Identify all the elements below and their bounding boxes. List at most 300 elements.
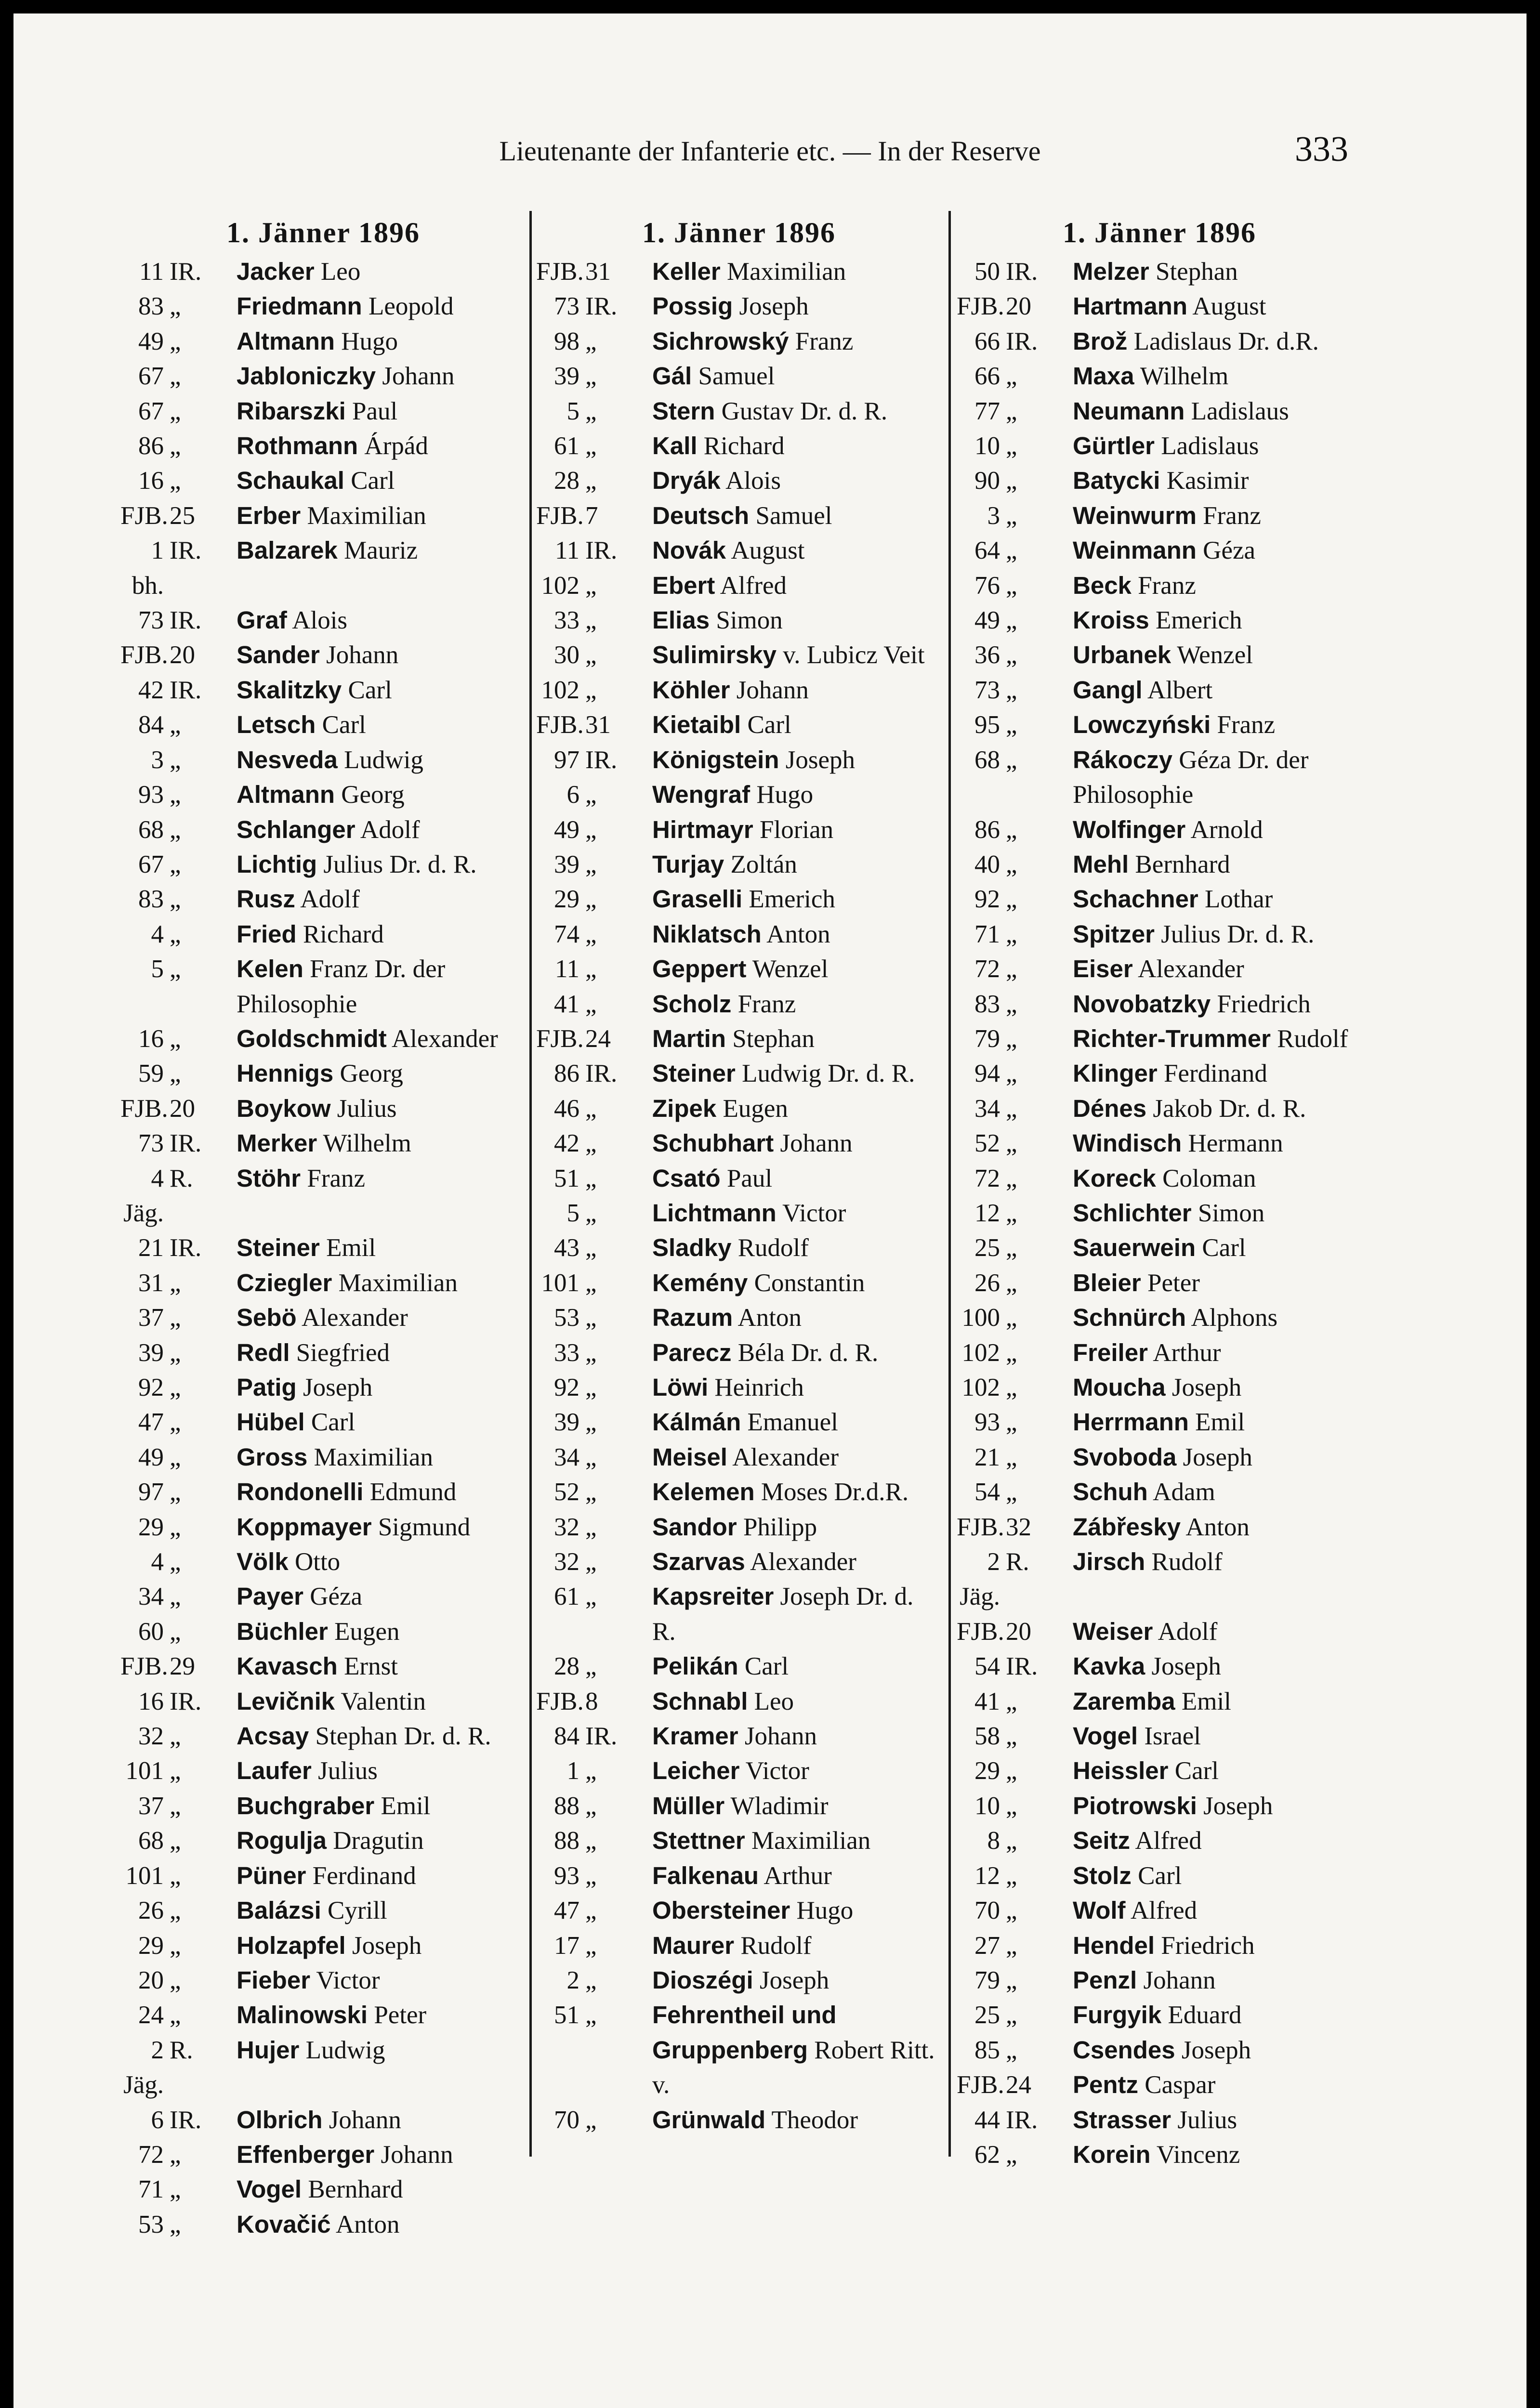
entry-given-name: Jakob Dr. d. R.	[1153, 1094, 1306, 1123]
entry-number: 70	[974, 1897, 1000, 1925]
entry-surname: Lichtmann	[652, 1199, 777, 1227]
list-item	[536, 463, 942, 498]
entry-given-name: Carl	[351, 467, 395, 495]
list-item	[957, 1893, 1362, 1928]
entry-number: 25	[974, 1234, 1000, 1262]
entry-name	[230, 1684, 526, 1719]
entry-unit: „	[585, 676, 597, 704]
entry-name	[645, 1823, 942, 1858]
entry-unit: „	[585, 850, 597, 878]
entry-surname: Obersteiner	[652, 1897, 790, 1924]
entry-unit: „	[170, 1931, 181, 1960]
entry-unit: „	[1006, 1408, 1017, 1437]
entry-number: 17	[554, 1931, 579, 1960]
entry-name	[645, 987, 942, 1021]
list-item	[120, 1475, 526, 1509]
entry-surname: Kavasch	[237, 1652, 338, 1680]
entry-surname: Rogulja	[237, 1827, 327, 1855]
list-item	[957, 463, 1362, 498]
entry-number: 42	[554, 1129, 579, 1158]
entry-given-name: Vincenz	[1156, 2140, 1240, 2169]
list-item	[120, 1649, 526, 1684]
list-item	[120, 1789, 526, 1823]
list-item	[536, 394, 942, 429]
entry-name	[1066, 394, 1362, 429]
entry-surname: Meisel	[652, 1443, 727, 1471]
entry-number: 86	[974, 815, 1000, 844]
entry-name	[230, 1475, 526, 1509]
entry-given-name: Joseph	[1183, 1443, 1252, 1471]
page-number: 333	[1295, 130, 1348, 169]
entry-surname: Gangl	[1073, 676, 1143, 704]
entry-number: 66	[974, 362, 1000, 391]
list-item	[536, 1649, 942, 1684]
list-item	[536, 429, 942, 463]
entry-number: 72	[974, 1164, 1000, 1192]
entry-name	[1066, 463, 1362, 498]
entry-surname: Kemény	[652, 1269, 748, 1296]
entry-surname: Sichrowský	[652, 327, 789, 355]
entry-unit: „	[585, 1408, 597, 1437]
entry-number: FJB.	[957, 1513, 1004, 1541]
entry-number: 6	[151, 2106, 164, 2134]
list-item	[957, 1963, 1362, 1998]
entry-surname: Weiser	[1073, 1617, 1153, 1645]
entry-unit: „	[170, 1269, 181, 1297]
entry-unit: „	[1006, 432, 1017, 460]
entry-name	[1066, 882, 1362, 916]
entry-surname: Redl	[237, 1338, 290, 1366]
list-item	[120, 1056, 526, 1091]
entry-name	[1066, 429, 1362, 463]
entry-unit: „	[1006, 606, 1017, 635]
entry-given-name: Otto	[294, 1548, 341, 1576]
entry-given-name: Peter	[1147, 1269, 1200, 1297]
entry-surname: Ribarszki	[237, 397, 346, 425]
entry-name	[230, 1928, 526, 1963]
list-item	[120, 743, 526, 777]
list-item	[536, 707, 942, 742]
entry-number: 4 Jäg.	[123, 1164, 164, 1227]
entry-number: 42	[138, 676, 164, 704]
entry-given-name: Ferdinand	[312, 1861, 416, 1890]
entry-name	[645, 1405, 942, 1440]
entry-number: FJB.	[536, 258, 584, 286]
list-item	[120, 603, 526, 638]
entry-name	[645, 812, 942, 847]
entry-unit: „	[1006, 1687, 1017, 1715]
column-divider	[529, 211, 532, 2157]
list-item	[957, 324, 1362, 359]
entry-surname: Deutsch	[652, 501, 750, 529]
entry-number: 32	[138, 1722, 164, 1751]
entry-number: FJB.	[120, 1094, 168, 1123]
entry-name	[1066, 533, 1362, 568]
list-item	[536, 1126, 942, 1161]
entry-number: 2 Jäg.	[960, 1548, 1000, 1611]
entry-given-name: Joseph	[1181, 2036, 1251, 2064]
list-item	[536, 847, 942, 882]
entry-surname: Schuh	[1073, 1478, 1148, 1506]
entry-number: 27	[974, 1931, 1000, 1960]
entry-name	[1066, 952, 1362, 986]
entry-given-name: Johann	[382, 362, 455, 391]
list-item	[536, 1091, 942, 1126]
list-item	[536, 1405, 942, 1440]
entry-number: 26	[138, 1897, 164, 1925]
entry-surname: Jirsch	[1073, 1548, 1145, 1576]
entry-unit: „	[585, 781, 597, 809]
entry-name	[645, 1475, 942, 1509]
entry-surname: Novák	[652, 537, 726, 564]
entry-given-name: Alois	[725, 467, 781, 495]
entry-given-name: Alois	[292, 606, 348, 635]
entry-surname: Letsch	[237, 711, 316, 739]
entry-name	[230, 498, 526, 533]
list-item	[957, 1823, 1362, 1858]
entry-unit: „	[585, 1897, 597, 1925]
entry-surname: Graselli	[652, 885, 743, 913]
entry-surname: Koreck	[1073, 1164, 1156, 1192]
entry-name	[1066, 1230, 1362, 1265]
entry-unit: 29	[170, 1652, 195, 1681]
entry-given-name: Ladislaus	[1161, 432, 1259, 460]
entry-name	[645, 1440, 942, 1475]
list-item	[957, 1335, 1362, 1370]
entry-number: 46	[554, 1094, 579, 1123]
entry-given-name: Julius	[318, 1757, 378, 1785]
entry-number: 58	[974, 1722, 1000, 1751]
entry-given-name: Adolf	[300, 885, 360, 914]
entry-number: 88	[554, 1827, 579, 1855]
entry-name	[230, 1266, 526, 1300]
entry-name	[645, 1091, 942, 1126]
entry-given-name: Kasimir	[1166, 467, 1249, 495]
entry-unit: „	[170, 2140, 181, 2169]
entry-surname: Kelen	[237, 955, 303, 983]
entry-name	[1066, 1196, 1362, 1230]
entry-surname: Beck	[1073, 571, 1132, 599]
entry-number: FJB.	[120, 1652, 168, 1681]
entry-number: 67	[138, 850, 164, 878]
entry-given-name: Carl	[1138, 1861, 1182, 1890]
entry-given-name: Georg	[340, 1060, 403, 1088]
entry-surname: Richter-Trummer	[1073, 1024, 1271, 1052]
entry-given-name: Emanuel	[747, 1408, 838, 1437]
entry-list	[536, 254, 942, 2137]
entry-unit: „	[585, 1478, 597, 1506]
entry-unit: „	[585, 1583, 597, 1611]
entry-number: 2 Jäg.	[123, 2036, 164, 2099]
entry-unit: „	[585, 1792, 597, 1820]
entry-unit: „	[170, 1827, 181, 1855]
entry-unit: „	[585, 467, 597, 495]
entry-given-name: Carl	[1202, 1234, 1246, 1262]
entry-surname: Olbrich	[237, 2106, 323, 2133]
list-item	[120, 429, 526, 463]
entry-number: 39	[138, 1338, 164, 1367]
entry-number: 62	[974, 2140, 1000, 2169]
entry-surname: Kietaibl	[652, 711, 741, 739]
entry-unit: „	[170, 1374, 181, 1401]
entry-surname: Vogel	[237, 2175, 302, 2203]
entry-given-name: Ladislaus Dr. d.R.	[1133, 327, 1319, 355]
entry-number: 43	[554, 1234, 579, 1262]
list-item	[957, 1300, 1362, 1335]
entry-given-name: Hugo	[796, 1897, 854, 1925]
entry-name	[1066, 1126, 1362, 1161]
entry-surname: Klinger	[1073, 1060, 1158, 1087]
entry-unit: „	[170, 2210, 181, 2238]
list-item	[957, 1230, 1362, 1265]
entry-unit: „	[585, 1304, 597, 1332]
entry-name	[1066, 1823, 1362, 1858]
entry-given-name: Richard	[703, 432, 785, 460]
entry-name	[645, 1021, 942, 1056]
entry-given-name: Maximilian	[338, 1269, 458, 1297]
entry-number: 29	[554, 885, 579, 914]
entry-unit: „	[1006, 746, 1017, 774]
entry-number: 86	[554, 1060, 579, 1088]
entry-unit: „	[170, 2001, 181, 2029]
entry-unit: IR.	[1006, 327, 1038, 355]
entry-given-name: Emerich	[1155, 606, 1242, 635]
entry-unit: „	[170, 1548, 181, 1576]
entry-given-name: v. Lubicz Veit	[783, 641, 925, 669]
entry-unit: „	[1006, 1129, 1017, 1158]
entry-number: 6	[566, 781, 579, 809]
list-item	[536, 812, 942, 847]
entry-surname: Grünwald	[652, 2106, 766, 2133]
entry-number: 11	[554, 537, 579, 565]
list-item	[957, 394, 1362, 429]
entry-given-name: Stephan Dr. d. R.	[315, 1722, 491, 1751]
entry-unit: „	[170, 1408, 181, 1437]
entry-name	[645, 847, 942, 882]
entry-name	[645, 1266, 942, 1300]
entry-number: 10	[974, 1792, 1000, 1820]
list-item	[120, 324, 526, 359]
entry-number: 39	[554, 1408, 579, 1437]
entry-surname: Koppmayer	[237, 1513, 372, 1541]
entry-number: 102	[961, 1338, 1000, 1367]
entry-number: 90	[974, 467, 1000, 495]
entry-surname: Rusz	[237, 885, 295, 913]
entry-name	[230, 1405, 526, 1440]
entry-unit: „	[170, 885, 181, 914]
entry-number: 49	[138, 1443, 164, 1471]
list-item	[957, 1649, 1362, 1684]
entry-number: 68	[974, 746, 1000, 774]
entry-given-name: Georg	[341, 781, 405, 809]
entry-given-name: Carl	[311, 1408, 355, 1437]
entry-name	[645, 1928, 942, 1963]
entry-surname: Cziegler	[237, 1269, 332, 1296]
list-item	[957, 1021, 1362, 1056]
entry-given-name: Stephan	[1155, 258, 1238, 286]
entry-name	[230, 2137, 526, 2172]
entry-number: 10	[974, 432, 1000, 460]
entry-unit: „	[1006, 1443, 1017, 1471]
entry-name	[1066, 1998, 1362, 2032]
entry-given-name: Hermann	[1188, 1129, 1283, 1158]
list-item	[120, 1858, 526, 1893]
entry-unit: „	[1006, 1861, 1017, 1890]
entry-surname: Kavka	[1073, 1652, 1145, 1680]
entry-unit: „	[1006, 2036, 1017, 2064]
entry-name	[230, 1614, 526, 1649]
entry-unit: „	[1006, 1374, 1017, 1401]
entry-given-name: Valentin	[341, 1687, 426, 1715]
entry-given-name: Joseph	[785, 746, 856, 774]
entry-name	[230, 1510, 526, 1544]
entry-given-name: Emil	[1195, 1408, 1245, 1437]
entry-given-name: Géza Dr. der Philosophie	[1073, 746, 1309, 809]
entry-name	[1066, 638, 1362, 672]
entry-surname: Korein	[1073, 2140, 1151, 2168]
list-item	[536, 1335, 942, 1370]
column-divider	[948, 211, 951, 2157]
entry-unit: „	[1006, 397, 1017, 425]
entry-name	[645, 638, 942, 672]
entry-number: 52	[554, 1478, 579, 1506]
entry-number: 72	[138, 2140, 164, 2169]
entry-surname: Svoboda	[1073, 1443, 1177, 1471]
entry-given-name: Joseph	[1203, 1792, 1273, 1820]
list-item	[536, 1684, 942, 1719]
entry-number: 4	[151, 920, 164, 948]
entry-unit: 25	[170, 501, 195, 530]
entry-name	[230, 812, 526, 847]
entry-given-name: Bernhard	[308, 2175, 403, 2204]
entry-unit: „	[170, 815, 181, 844]
entry-name	[230, 1858, 526, 1893]
entry-given-name: Wenzel	[752, 955, 829, 983]
entry-name	[1066, 1370, 1362, 1405]
entry-surname: Seitz	[1073, 1827, 1131, 1855]
entry-number: 21	[974, 1443, 1000, 1471]
list-item	[957, 1161, 1362, 1196]
entry-unit: 24	[1006, 2071, 1031, 2099]
entry-name	[230, 2033, 526, 2068]
list-item	[957, 498, 1362, 533]
entry-number: 39	[554, 850, 579, 878]
entry-number: 39	[554, 362, 579, 391]
entry-name	[645, 429, 942, 463]
entry-number: 68	[138, 815, 164, 844]
entry-unit: 31	[585, 258, 611, 286]
list-item	[536, 1928, 942, 1963]
list-item	[957, 359, 1362, 393]
entry-surname: Martin	[652, 1024, 726, 1052]
list-item	[120, 1300, 526, 1335]
list-item	[957, 289, 1362, 324]
entry-given-name: Rudolf	[737, 1234, 809, 1262]
entry-surname: Boykow	[237, 1094, 331, 1122]
entry-given-name: Árpád	[364, 432, 428, 460]
entry-surname: Schachner	[1073, 885, 1198, 913]
entry-name	[1066, 2137, 1362, 2172]
entry-given-name: Adolf	[1158, 1617, 1218, 1646]
entry-name	[1066, 1928, 1362, 1963]
entry-surname: Buchgraber	[237, 1792, 375, 1819]
entry-surname: Sebö	[237, 1304, 297, 1332]
entry-number: 67	[138, 397, 164, 425]
list-item	[536, 1963, 942, 1998]
entry-number: 29	[974, 1757, 1000, 1785]
entry-unit: IR.	[170, 537, 202, 565]
list-item	[957, 1370, 1362, 1405]
list-item	[536, 917, 942, 952]
entry-name	[645, 1126, 942, 1161]
list-item	[120, 952, 526, 1021]
entry-name	[1066, 1475, 1362, 1509]
list-item	[120, 359, 526, 393]
entry-name	[230, 638, 526, 672]
entry-unit: „	[170, 432, 181, 460]
list-item	[957, 743, 1362, 812]
entry-given-name: Victor	[782, 1199, 846, 1227]
list-item	[120, 2137, 526, 2172]
entry-name	[1066, 917, 1362, 952]
entry-number: 12	[974, 1861, 1000, 1890]
entry-given-name: Franz Dr. der Philosophie	[237, 955, 446, 1018]
entry-surname: Löwi	[652, 1374, 709, 1401]
entry-given-name: Peter	[374, 2001, 427, 2029]
entry-surname: Wengraf	[652, 781, 750, 809]
list-item	[536, 882, 942, 916]
entry-unit: IR.	[1006, 1652, 1038, 1681]
entry-number: 2	[566, 1966, 579, 1994]
entry-surname: Friedmann	[237, 292, 362, 320]
list-item	[957, 429, 1362, 463]
entry-surname: Piotrowski	[1073, 1792, 1197, 1819]
entry-surname: Weinmann	[1073, 537, 1197, 564]
entry-unit: IR.	[170, 1129, 202, 1158]
entry-name	[645, 673, 942, 707]
entry-number: 95	[974, 711, 1000, 739]
entry-given-name: Alphons	[1191, 1304, 1278, 1332]
entry-name	[1066, 359, 1362, 393]
entry-number: 101	[541, 1269, 579, 1297]
entry-unit: „	[1006, 920, 1017, 948]
list-item	[536, 2103, 942, 2137]
entry-name	[230, 1126, 526, 1161]
list-item	[536, 324, 942, 359]
entry-surname: Kovačić	[237, 2210, 331, 2238]
entry-given-name: Anton	[766, 920, 830, 948]
entry-name	[645, 1998, 942, 2102]
entry-name	[645, 777, 942, 812]
entry-unit: IR.	[1006, 2106, 1038, 2134]
list-item	[957, 1196, 1362, 1230]
entry-name	[1066, 1021, 1362, 1056]
list-item	[120, 1405, 526, 1440]
entry-surname: Freiler	[1073, 1338, 1148, 1366]
entry-unit: „	[1006, 2001, 1017, 2029]
entry-given-name: Alexander	[302, 1304, 408, 1332]
entry-unit: „	[170, 467, 181, 495]
entry-name	[230, 777, 526, 812]
list-item	[957, 1684, 1362, 1719]
entry-surname: Pentz	[1073, 2071, 1139, 2099]
entry-given-name: Florian	[760, 815, 834, 844]
entry-number: 40	[974, 850, 1000, 878]
list-item	[957, 1719, 1362, 1754]
entry-name	[645, 1963, 942, 1998]
list-item	[536, 1823, 942, 1858]
list-item	[957, 1510, 1362, 1544]
